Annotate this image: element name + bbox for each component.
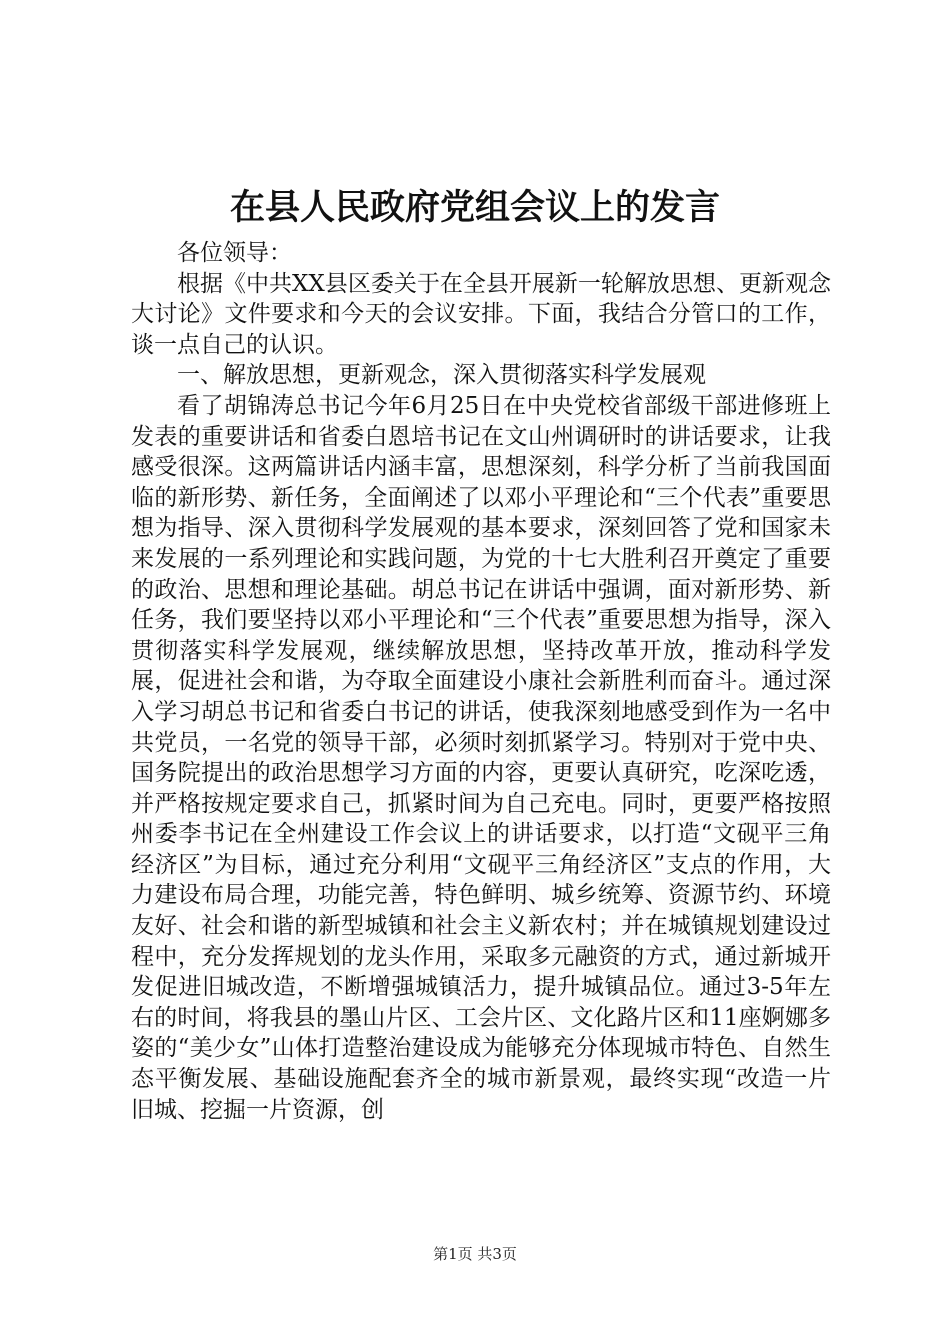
document-title: 在县人民政府党组会议上的发言 — [229, 187, 720, 228]
document-body — [131, 238, 831, 1125]
salutation-paragraph: 各位领导： — [177, 240, 292, 266]
intro-paragraph: 根据《中共XX县区委关于在全县开展新一轮解放思想、更新观念大讨论》文件要求和今天的会议安排。下面，我结合分管口的工作，谈一点自己的认识。 — [131, 270, 831, 358]
page-footer: 第1页 共3页 — [433, 1245, 517, 1263]
body-paragraph: 看了胡锦涛总书记今年6月25日在中央党校省部级干部进修班上发表的重要讲话和省委白恩培书记在文山州调研时的讲话要求，让我感受很深。这两篇讲话内涵丰富，思想深刻，科学分析了当前我国面临的新形势、新任务，全面阐述了以邓小平理论和“三个代表”重要思想为指导、深入贯彻科学发展观的基本要求，深刻回答了党和国家未来发展的一系列理论和实践问题，为党的十七大胜利召开奠定了重要的政治、思想和理论基础。胡总书记在讲话中强调，面对新形势、新任务，我们要坚持以邓小平理论和“三个代表”重要思想为指导，深入贯彻落实科学发展观，继续解放思想，坚持改革开放，推动科学发展，促进社会和谐，为夺取全面建设小康社会新胜利而奋斗。通过深入学习胡总书记和省委白书记的讲话，使我深刻地感受到作为一名中共党员，一名党的领导干部，必须时刻抓紧学习。特别对于党中央、国务院提出的政治思想学习方面的内容，更要认真研究，吃深吃透，并严格按规定要求自己，抓紧时间为自己充电。同时，更要严格按照州委李书记在全州建设工作会议上的讲话要求，以打造“文砚平三角经济区”为目标，通过充分利用“文砚平三角经济区”支点的作用，大力建设布局合理，功能完善，特色鲜明、城乡统筹、资源节约、环境友好、社会和谐的新型城镇和社会主义新农村；并在城镇规划建设过程中，充分发挥规划的龙头作用，采取多元融资的方式，通过新城开发促进旧城改造，不断增强城镇活力，提升城镇品位。通过3-5年左右的时间，将我县的墨山片区、工会片区、文化路片区和11座婀娜多姿的“美少女”山体打造整治建设成为能够充分体现城市特色、自然生态平衡发展、基础设施配套齐全的城市新景观，最终实现“改造一片旧城、挖掘一片资源，创 — [131, 392, 831, 1123]
section-heading: 一、解放思想，更新观念，深入贯彻落实科学发展观 — [177, 362, 706, 389]
